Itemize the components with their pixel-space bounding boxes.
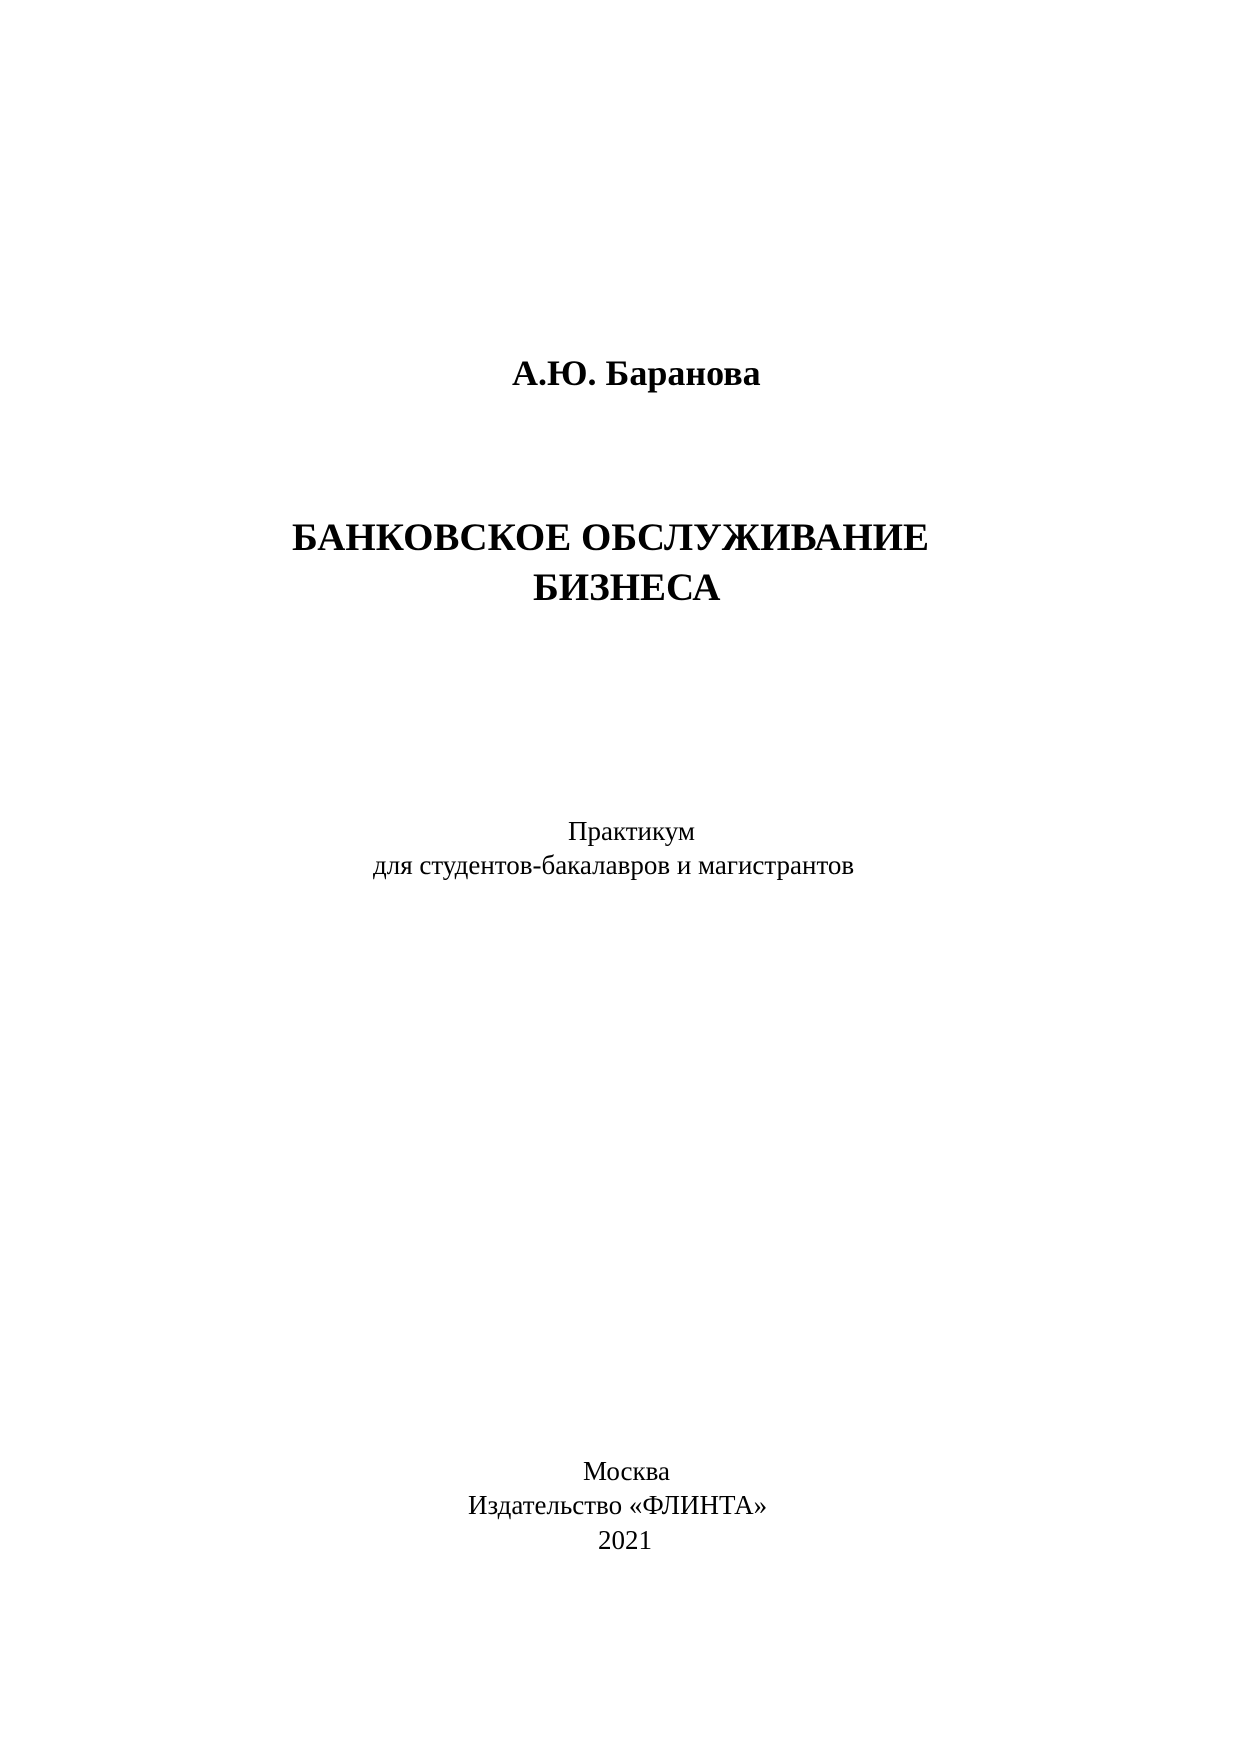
imprint-city: Москва [583,1456,670,1486]
imprint-year: 2021 [598,1525,652,1555]
book-type: Практикум [568,816,695,846]
imprint-publisher: Издательство «ФЛИНТА» [468,1490,768,1520]
book-title-line-2: БИЗНЕСА [533,566,721,609]
target-audience: для студентов-бакалавров и магистрантов [373,850,855,880]
author-name: А.Ю. Баранова [512,353,761,393]
book-title-line-1: БАНКОВСКОЕ ОБСЛУЖИВАНИЕ [292,516,930,559]
